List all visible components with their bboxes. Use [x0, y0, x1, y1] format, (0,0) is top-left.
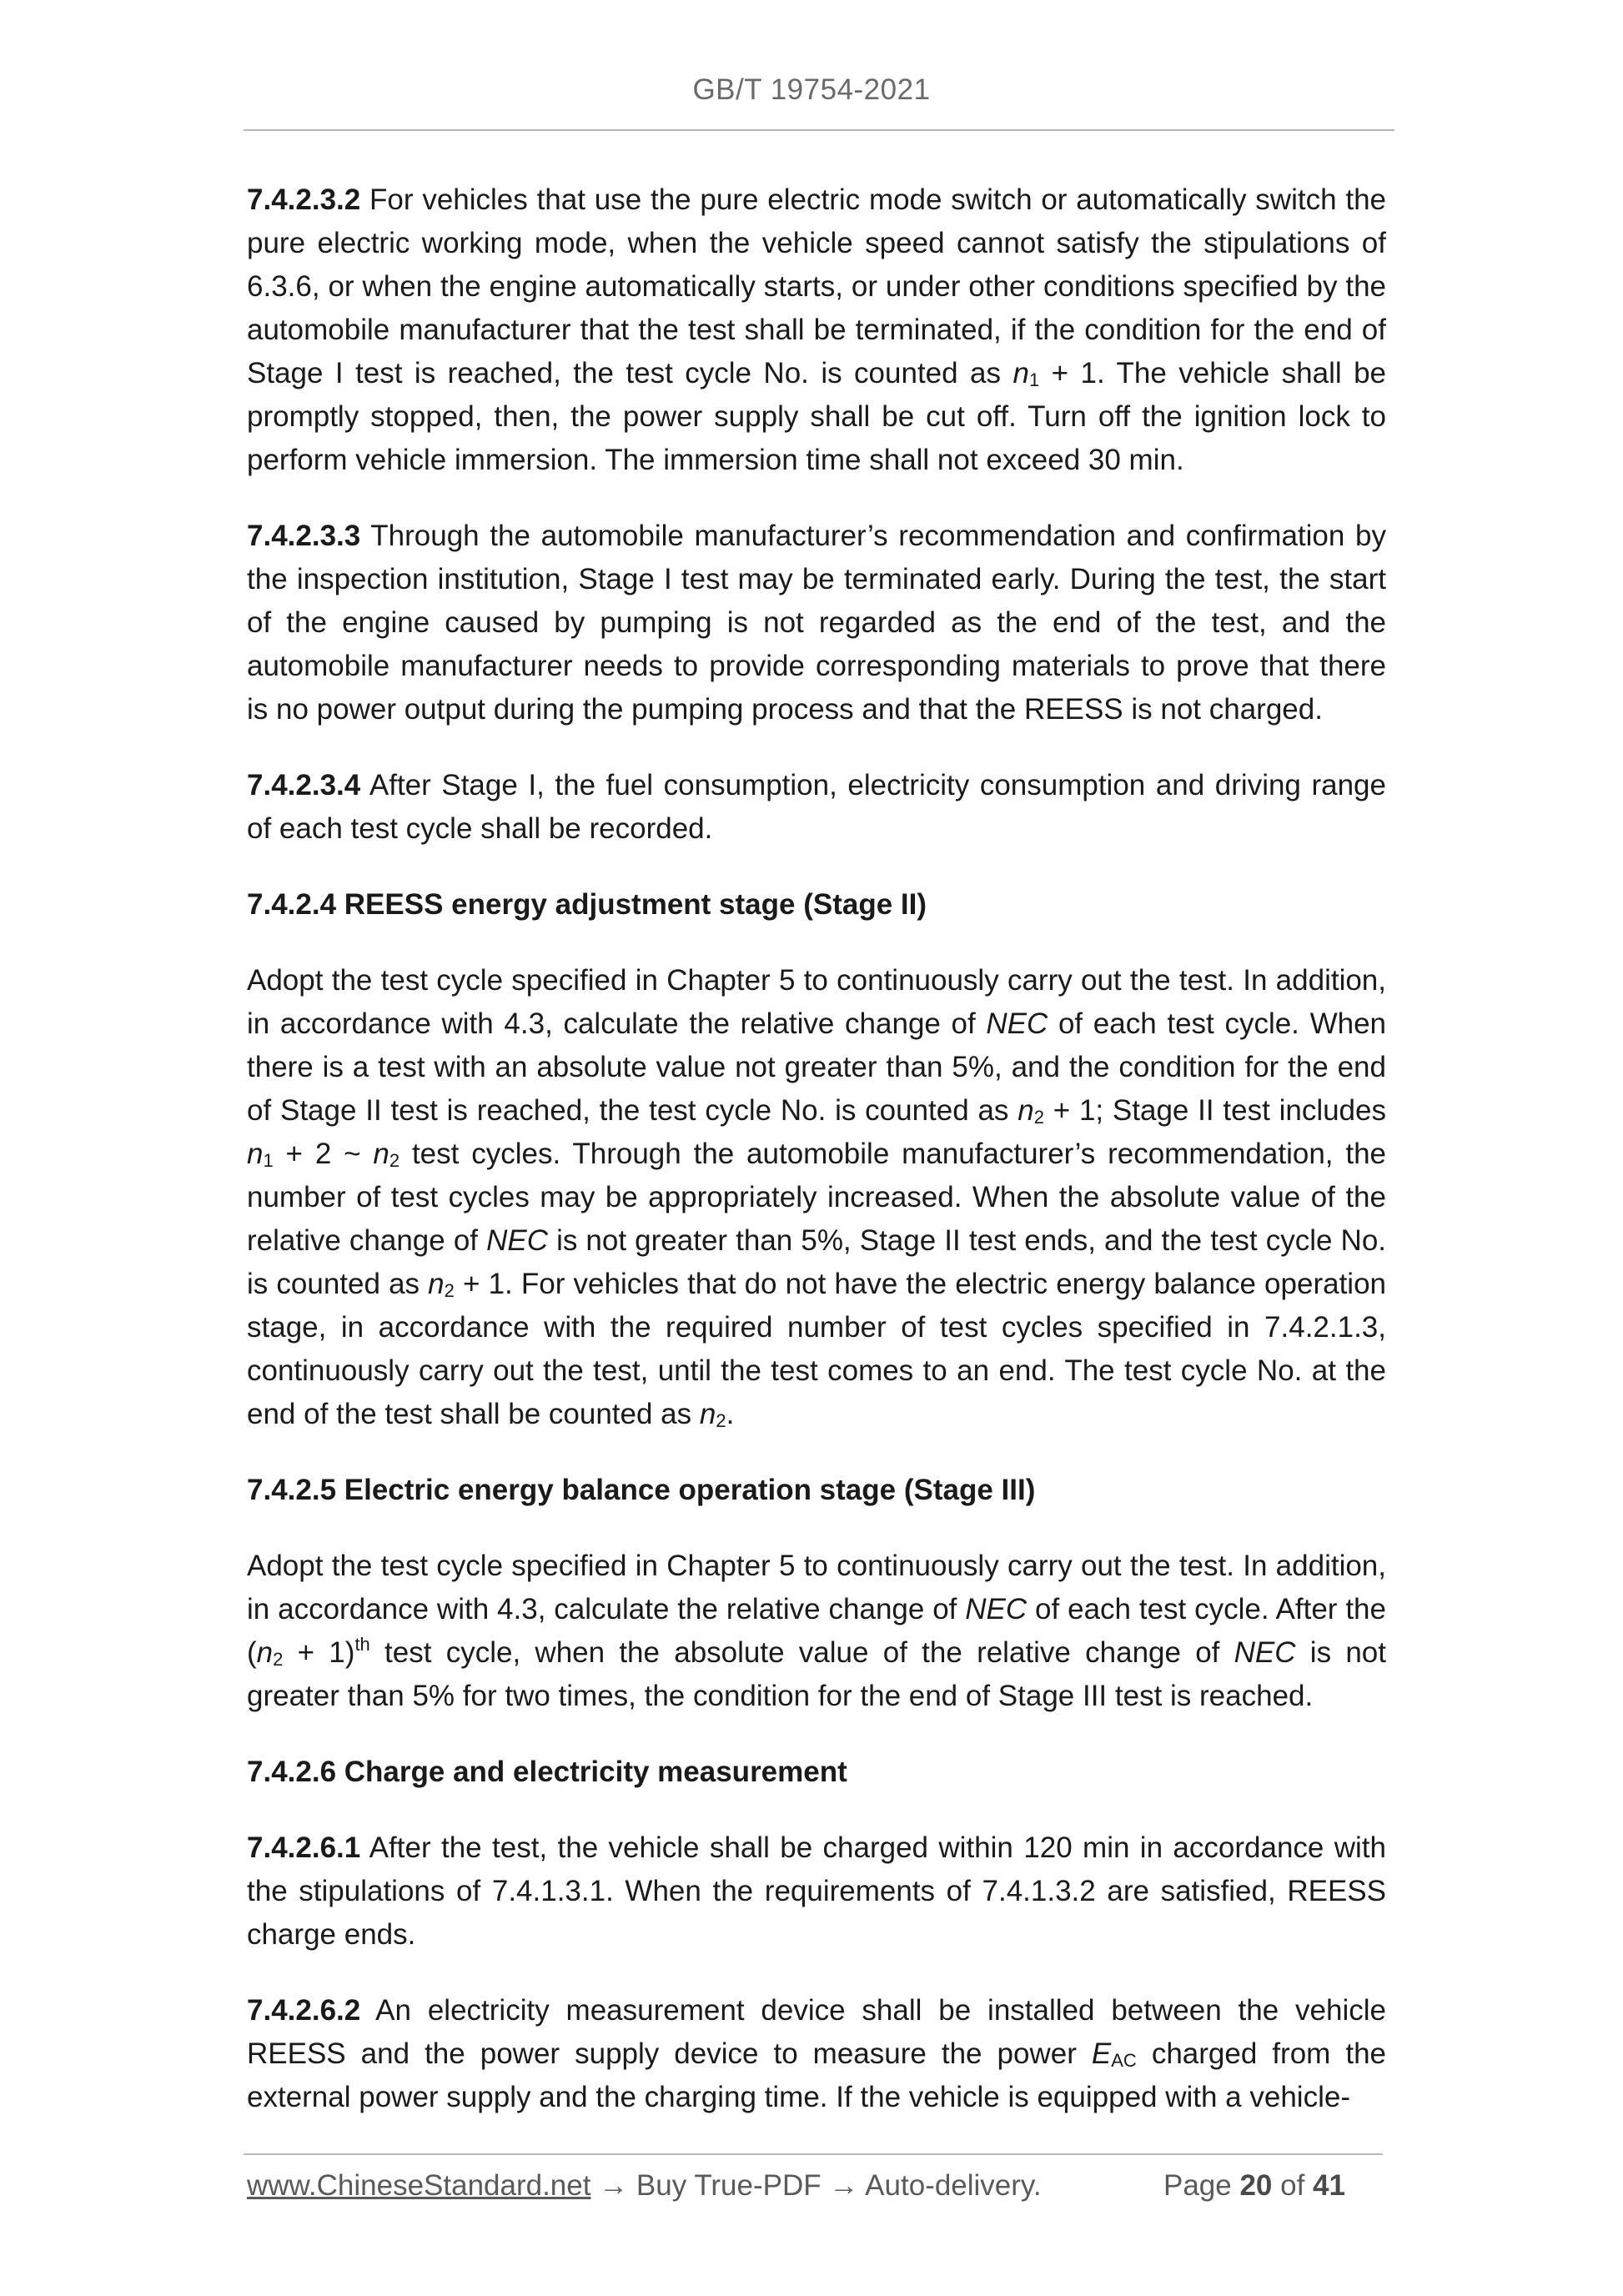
- paragraph-text: test cycle, when the absolute value of the relative change of: [369, 1636, 1234, 1669]
- paragraph-7-4-2-3-3: [247, 515, 1386, 731]
- variable-nec: NEC: [1234, 1636, 1296, 1669]
- section-heading-7-4-2-6: 7.4.2.6 Charge and electricity measurement: [247, 1756, 847, 1788]
- paragraph-text: .: [726, 1398, 735, 1430]
- clause-number: 7.4.2.3.4: [247, 769, 361, 801]
- footer-promo: [247, 2169, 1042, 2203]
- paragraph-text: is not greater than 5% for two times, the condition for the end of Stage III test is reached.: [247, 1636, 1386, 1712]
- subscript: AC: [1111, 2050, 1137, 2071]
- header-divider: [244, 129, 1394, 131]
- paragraph-text: An electricity measurement device shall be installed between the vehicle REESS and the power supply device to measure the power: [247, 1994, 1386, 2070]
- paragraph-text: For vehicles that use the pure electric mode switch or automatically switch the pure electric working mode, when the vehicle speed cannot satisfy the stipulations of 6.3.6, or when the engine automatically starts, or under other conditions specified by the automobile manufacturer that the test shall be terminated, if the condition for the end of Stage I test is reached, the test cycle No. is counted as: [247, 183, 1386, 389]
- paragraph-text: charged from the external power supply and the charging time. If the vehicle is equipped with a vehicle-: [247, 2037, 1386, 2113]
- paragraph-text: + 1. For vehicles that do not have the electric energy balance operation stage, in accordance with the required number of test cycles specified in 7.4.2.1.3, continuously carry out the test, until the test comes to an end. The test cycle No. at the end of the test shall be counted as: [247, 1268, 1387, 1430]
- paragraph-7-4-2-6-1: [247, 1826, 1386, 1957]
- variable-nec: NEC: [486, 1224, 548, 1257]
- of-label: of: [1272, 2169, 1314, 2202]
- variable-e: E: [1091, 2037, 1112, 2070]
- subscript: 2: [1033, 1107, 1044, 1128]
- subscript: 1: [1028, 369, 1040, 390]
- variable-n: n: [699, 1398, 716, 1430]
- paragraph-text: After Stage I, the fuel consumption, electricity consumption and driving range of each test cycle shall be recorded.: [247, 769, 1386, 845]
- paragraph-text: + 1): [283, 1636, 355, 1669]
- paragraph-text: + 1; Stage II test includes: [1043, 1094, 1386, 1127]
- paragraph-text: + 1. The vehicle shall be promptly stopped, then, the power supply shall be cut off. Turn off the ignition lock to perform vehicle immersion. The immersion time shall not exceed 30 min.: [247, 357, 1387, 476]
- clause-number: 7.4.2.6.1: [247, 1831, 361, 1864]
- document-header: GB/T 19754-2021: [692, 73, 931, 106]
- variable-nec: NEC: [965, 1593, 1028, 1625]
- paragraph-text: test cycles. Through the automobile manufacturer’s recommendation, the number of test cycles may be appropriately increased. When the absolute value of the relative change of: [247, 1138, 1386, 1257]
- paragraph-7-4-2-3-4: [247, 764, 1386, 851]
- variable-n: n: [247, 1138, 264, 1170]
- clause-number: 7.4.2.3.3: [247, 520, 361, 552]
- paragraph-7-4-2-6-2: [247, 1989, 1386, 2119]
- subscript: 2: [716, 1410, 726, 1431]
- paragraph-text: Through the automobile manufacturer’s recommendation and confirmation by the inspection institution, Stage I test may be terminated early. During the test, the start of the engine caused by pumping is not regarded as the end of the test, and the automobile manufacturer needs to provide corresponding materials to prove that there is no power output during the pumping process and that the REESS is not charged.: [247, 520, 1386, 726]
- subscript: 2: [389, 1150, 400, 1171]
- paragraph-text: of each test cycle. After the (: [247, 1593, 1386, 1669]
- footer-promo-text: → Buy True-PDF → Auto-delivery.: [590, 2169, 1042, 2202]
- subscript: 2: [444, 1280, 455, 1301]
- page-indicator: [1163, 2169, 1345, 2203]
- paragraph-stage-iii: [247, 1545, 1386, 1718]
- subscript: 2: [273, 1649, 284, 1670]
- paragraph-text: Adopt the test cycle specified in Chapter 5 to continuously carry out the test. In addition, in accordance with 4.3, calculate the relative change of: [247, 964, 1386, 1040]
- page-total: 41: [1313, 2169, 1345, 2202]
- subscript: 1: [263, 1150, 274, 1171]
- website-link[interactable]: www.ChineseStandard.net: [247, 2169, 591, 2202]
- paragraph-text: of each test cycle. When there is a test with an absolute value not greater than 5%, and the condition for the end of Stage II test is reached, the test cycle No. is counted as: [247, 1007, 1386, 1127]
- paragraph-stage-ii: [247, 959, 1386, 1436]
- variable-n: n: [1012, 357, 1029, 389]
- clause-number: 7.4.2.6.2: [247, 1994, 361, 2027]
- clause-number: 7.4.2.3.2: [247, 183, 361, 216]
- page-label: Page: [1163, 2169, 1240, 2202]
- variable-n: n: [256, 1636, 274, 1669]
- paragraph-text: is not greater than 5%, Stage II test ends, and the test cycle No. is counted as: [247, 1224, 1387, 1300]
- variable-n: n: [373, 1138, 389, 1170]
- variable-n: n: [1018, 1094, 1034, 1127]
- page-number: 20: [1239, 2169, 1273, 2202]
- section-heading-7-4-2-4: 7.4.2.4 REESS energy adjustment stage (Stage II): [247, 888, 927, 921]
- footer-divider: [244, 2153, 1383, 2155]
- section-heading-7-4-2-5: 7.4.2.5 Electric energy balance operation stage (Stage III): [247, 1474, 1036, 1506]
- variable-n: n: [428, 1268, 445, 1300]
- paragraph-text: Adopt the test cycle specified in Chapter 5 to continuously carry out the test. In addition, in accordance with 4.3, calculate the relative change of: [247, 1550, 1386, 1625]
- variable-nec: NEC: [986, 1007, 1048, 1040]
- document-body: [247, 178, 1386, 2152]
- paragraph-7-4-2-3-2: [247, 178, 1386, 482]
- paragraph-text: + 2 ~: [273, 1138, 374, 1170]
- paragraph-text: After the test, the vehicle shall be charged within 120 min in accordance with the stipulations of 7.4.1.3.1. When the requirements of 7.4.1.3.2 are satisfied, REESS charge ends.: [247, 1831, 1386, 1951]
- superscript: th: [354, 1634, 370, 1655]
